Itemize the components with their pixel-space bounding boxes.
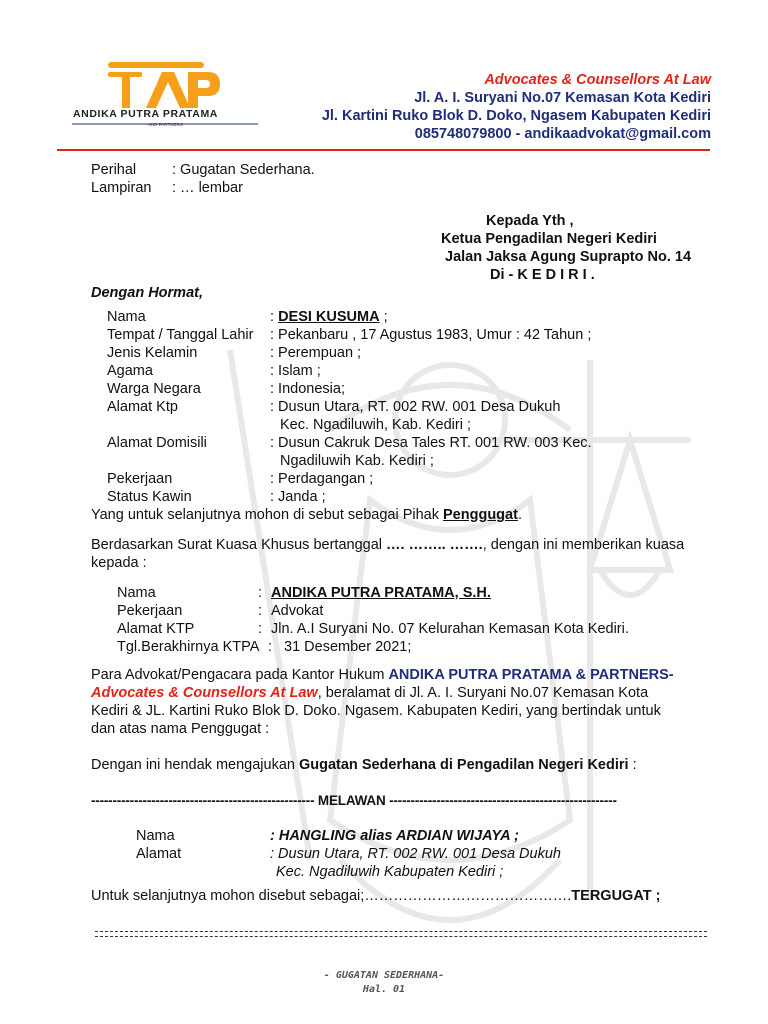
- plaintiff-gender-label: Jenis Kelamin: [107, 345, 198, 361]
- plaintiff-religion-value: : Islam ;: [270, 363, 321, 379]
- lampiran-label: Lampiran: [91, 180, 152, 196]
- defendant-address-line2: Kec. Ngadiluwih Kabupaten Kediri ;: [276, 864, 504, 880]
- header-address-2: Jl. Kartini Ruko Blok D. Doko, Ngasem Kabupaten Kediri: [321, 108, 711, 124]
- header-tagline: Advocates & Counsellors At Law: [484, 72, 711, 88]
- attorney-address-label: Alamat KTP: [117, 621, 195, 637]
- recipient-line-4: Di - K E D I R I .: [490, 267, 595, 283]
- attorney-occupation-value: Advokat: [271, 603, 324, 619]
- attorney-occupation-label: Pekerjaan: [117, 603, 183, 619]
- recipient-line-2: Ketua Pengadilan Negeri Kediri: [441, 231, 657, 247]
- plaintiff-occupation-value: : Perdagangan ;: [270, 471, 374, 487]
- firm-paragraph-line3: Kediri & JL. Kartini Ruko Blok D. Doko. Ngasem. Kabupaten Kediri, yang bertindak untuk: [91, 703, 661, 719]
- plaintiff-occupation-label: Pekerjaan: [107, 471, 173, 487]
- header-contact: 085748079800 - andikaadvokat@gmail.com: [414, 126, 711, 142]
- perihal-value: : Gugatan Sederhana.: [172, 162, 315, 178]
- logo-subtitle: AND PARTNERS: [148, 122, 183, 127]
- defendant-address-value: : Dusun Utara, RT. 002 RW. 001 Desa Dukuh: [270, 846, 561, 862]
- lampiran-value: : … lembar: [172, 180, 243, 196]
- plaintiff-birth-label: Tempat / Tanggal Lahir: [107, 327, 254, 343]
- plaintiff-marital-label: Status Kawin: [107, 489, 192, 505]
- attorney-occupation-colon: :: [258, 603, 263, 619]
- plaintiff-ktp-address-label: Alamat Ktp: [107, 399, 178, 415]
- plaintiff-citizenship-value: : Indonesia;: [270, 381, 345, 397]
- header-address-1: Jl. A. I. Suryani No.07 Kemasan Kota Kediri: [414, 90, 711, 106]
- firm-paragraph-line2: Advocates & Counsellors At Law, beralamat di Jl. A. I. Suryani No.07 Kemasan Kota: [91, 685, 649, 701]
- bottom-divider-1: [95, 931, 707, 932]
- recipient-line-3: Jalan Jaksa Agung Suprapto No. 14: [445, 249, 692, 265]
- plaintiff-domicile-label: Alamat Domisili: [107, 435, 207, 451]
- plaintiff-domicile-line2: Ngadiluwih Kab. Kediri ;: [280, 453, 434, 469]
- plaintiff-name-value: : DESI KUSUMA ;: [270, 309, 388, 325]
- logo-firm-name: ANDIKA PUTRA PRATAMA: [73, 108, 218, 120]
- attorney-ktpa-label: Tgl.Berakhirnya KTPA: [117, 639, 260, 655]
- footer-title: - GUGATAN SEDERHANA-: [323, 970, 445, 981]
- attorney-address-colon: :: [258, 621, 263, 637]
- firm-paragraph-line4: dan atas nama Penggugat :: [91, 721, 270, 737]
- footer-page-number: Hal. 01: [362, 984, 406, 995]
- plaintiff-summary: Yang untuk selanjutnya mohon di sebut sebagai Pihak Penggugat.: [91, 507, 522, 523]
- plaintiff-name-label: Nama: [107, 309, 146, 325]
- attorney-name-label: Nama: [117, 585, 156, 601]
- attorney-intro-line2: kepada :: [91, 555, 147, 571]
- firm-name: ANDIKA PUTRA PRATAMA & PARTNERS-: [388, 667, 674, 683]
- firm-paragraph-line1: Para Advokat/Pengacara pada Kantor Hukum ANDIKA PUTRA PRATAMA & PARTNERS-: [91, 667, 674, 683]
- defendant-address-label: Alamat: [136, 846, 182, 862]
- defendant-role: TERGUGAT ;: [571, 888, 661, 904]
- plaintiff-name: DESI KUSUMA: [278, 309, 380, 325]
- perihal-label: Perihal: [91, 162, 137, 178]
- recipient-line-1: Kepada Yth ,: [486, 213, 574, 229]
- plaintiff-gender-value: : Perempuan ;: [270, 345, 362, 361]
- melawan-divider: ---------------------------------------------------- MELAWAN -----------------------------------------------------: [91, 793, 617, 808]
- attorney-name-colon: :: [258, 585, 263, 601]
- plaintiff-ktp-address-line2: Kec. Ngadiluwih, Kab. Kediri ;: [280, 417, 472, 433]
- attorney-intro: Berdasarkan Surat Kuasa Khusus bertanggal …. …….. ……., dengan ini memberikan kuasa: [91, 537, 685, 553]
- plaintiff-domicile-value: : Dusun Cakruk Desa Tales RT. 001 RW. 003 Kec.: [270, 435, 592, 451]
- filing-statement: Dengan ini hendak mengajukan Gugatan Sederhana di Pengadilan Negeri Kediri :: [91, 757, 637, 773]
- defendant-summary: Untuk selanjutnya mohon disebut sebagai;…………………………………….TERGUGAT ;: [91, 888, 661, 904]
- bottom-divider-2: [95, 936, 707, 937]
- plaintiff-religion-label: Agama: [107, 363, 153, 379]
- defendant-name-value: : HANGLING alias ARDIAN WIJAYA ;: [270, 828, 519, 844]
- plaintiff-citizenship-label: Warga Negara: [107, 381, 201, 397]
- attorney-ktpa-value: 31 Desember 2021;: [284, 639, 412, 655]
- plaintiff-role: Penggugat: [443, 507, 518, 523]
- firm-tagline: Advocates & Counsellors At Law: [91, 685, 318, 701]
- defendant-name-label: Nama: [136, 828, 175, 844]
- plaintiff-marital-value: : Janda ;: [270, 489, 326, 505]
- header-divider: [57, 149, 710, 151]
- attorney-ktpa-colon: :: [268, 639, 273, 655]
- plaintiff-birth-value: : Pekanbaru , 17 Agustus 1983, Umur : 42 Tahun ;: [270, 327, 592, 343]
- attorney-address-value: Jln. A.I Suryani No. 07 Kelurahan Kemasan Kota Kediri.: [271, 621, 629, 637]
- greeting: Dengan Hormat,: [91, 285, 203, 301]
- attorney-name-value: ANDIKA PUTRA PRATAMA, S.H.: [271, 585, 491, 601]
- plaintiff-ktp-address-value: : Dusun Utara, RT. 002 RW. 001 Desa Dukuh: [270, 399, 561, 415]
